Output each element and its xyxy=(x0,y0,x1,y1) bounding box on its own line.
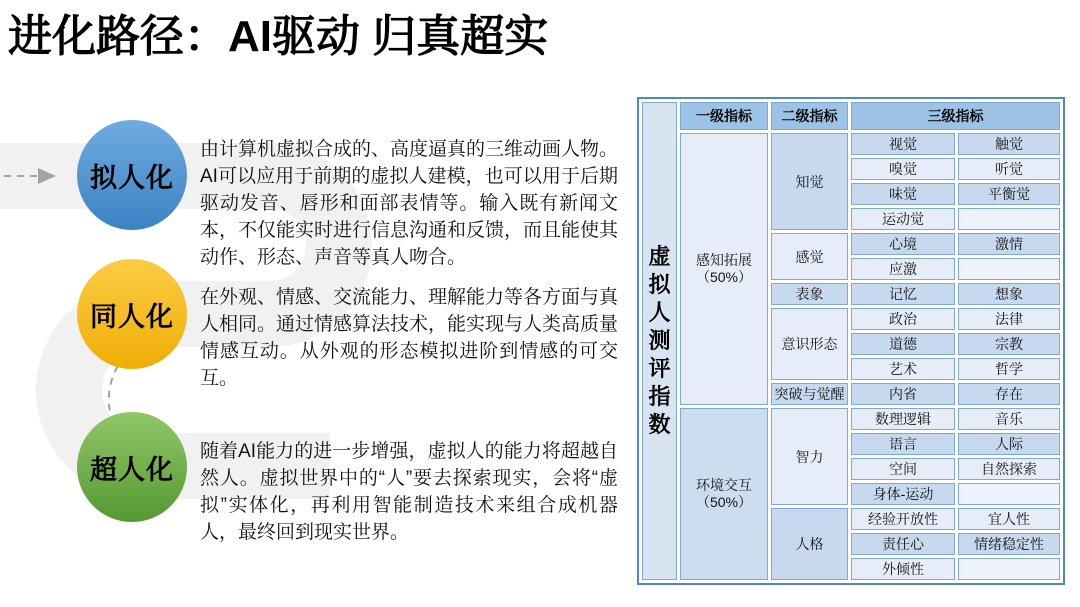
l2-cell: 突破与觉醒 xyxy=(771,383,848,405)
l3-cell: 视觉 xyxy=(851,133,955,155)
l3-cell: 内省 xyxy=(851,383,955,405)
table-vertical-title: 虚拟人测评指数 xyxy=(642,102,677,580)
l3-cell: 哲学 xyxy=(958,358,1060,380)
l3-cell-empty xyxy=(958,483,1060,505)
l3-cell: 存在 xyxy=(958,383,1060,405)
stage1-description: 由计算机虚拟合成的、高度逼真的三维动画人物。AI可以应用于前期的虚拟人建模，也可以用于后期驱动发音、唇形和面部表情等。输入既有新闻文本，不仅能实时进行信息沟通和反馈，而且能使其动作、形态、声音等真人吻合。 xyxy=(200,139,619,268)
l3-cell: 平衡觉 xyxy=(958,183,1060,205)
stage1-label: 拟人化 xyxy=(90,162,174,193)
l1-cell: 感知拓展 （50%） xyxy=(680,133,768,405)
header-level1: 一级指标 xyxy=(680,102,768,130)
l3-cell: 应激 xyxy=(851,258,955,280)
l3-cell: 外倾性 xyxy=(851,558,955,580)
l3-cell: 责任心 xyxy=(851,533,955,555)
l3-cell-empty xyxy=(958,258,1060,280)
l3-cell: 自然探索 xyxy=(958,458,1060,480)
l3-cell: 音乐 xyxy=(958,408,1060,430)
l3-cell: 听觉 xyxy=(958,158,1060,180)
stage2-circle xyxy=(77,259,187,369)
stage2-label: 同人化 xyxy=(90,301,174,332)
l3-cell: 情绪稳定性 xyxy=(958,533,1060,555)
stage3-label: 超人化 xyxy=(90,454,174,485)
l3-cell: 想象 xyxy=(958,283,1060,305)
l3-cell: 味觉 xyxy=(851,183,955,205)
l3-cell: 心境 xyxy=(851,233,955,255)
l3-cell: 道德 xyxy=(851,333,955,355)
stage3-circle xyxy=(77,412,187,522)
l2-cell: 人格 xyxy=(771,508,848,580)
l2-cell: 意识形态 xyxy=(771,308,848,380)
page-title: 进化路径：AI驱动 归真超实 xyxy=(8,12,549,61)
l3-cell: 数理逻辑 xyxy=(851,408,955,430)
l3-cell: 政治 xyxy=(851,308,955,330)
l2-cell: 感觉 xyxy=(771,233,848,280)
l2-cell: 表象 xyxy=(771,283,848,305)
l3-cell: 记忆 xyxy=(851,283,955,305)
l3-cell: 经验开放性 xyxy=(851,508,955,530)
evaluation-index-table xyxy=(637,97,1065,585)
table-row xyxy=(642,408,1060,430)
header-level2: 二级指标 xyxy=(771,102,848,130)
l3-cell: 法律 xyxy=(958,308,1060,330)
stage3-description: 随着AI能力的进一步增强，虚拟人的能力将超越自然人。虚拟世界中的“人”要去探索现实，会将“虚拟”实体化，再利用智能制造技术来组合成机器人，最终回到现实世界。 xyxy=(200,441,618,543)
stage2-description: 在外观、情感、交流能力、理解能力等各方面与真人相同。通过情感算法技术，能实现与人类高质量情感互动。从外观的形态模拟进阶到情感的可交互。 xyxy=(200,287,619,389)
l3-cell: 宜人性 xyxy=(958,508,1060,530)
l3-cell: 嗅觉 xyxy=(851,158,955,180)
l3-cell: 艺术 xyxy=(851,358,955,380)
table-row xyxy=(642,133,1060,155)
l1-cell: 环境交互 （50%） xyxy=(680,408,768,580)
l3-cell: 人际 xyxy=(958,433,1060,455)
l3-cell: 触觉 xyxy=(958,133,1060,155)
l3-cell-empty xyxy=(958,558,1060,580)
stage1-circle xyxy=(77,120,187,230)
l3-cell-empty xyxy=(958,208,1060,230)
l3-cell: 身体-运动 xyxy=(851,483,955,505)
l3-cell: 宗教 xyxy=(958,333,1060,355)
l2-cell: 智力 xyxy=(771,408,848,505)
l3-cell: 空间 xyxy=(851,458,955,480)
l2-cell: 知觉 xyxy=(771,133,848,230)
l3-cell: 激情 xyxy=(958,233,1060,255)
l3-cell: 运动觉 xyxy=(851,208,955,230)
header-level3: 三级指标 xyxy=(851,102,1060,130)
l3-cell: 语言 xyxy=(851,433,955,455)
